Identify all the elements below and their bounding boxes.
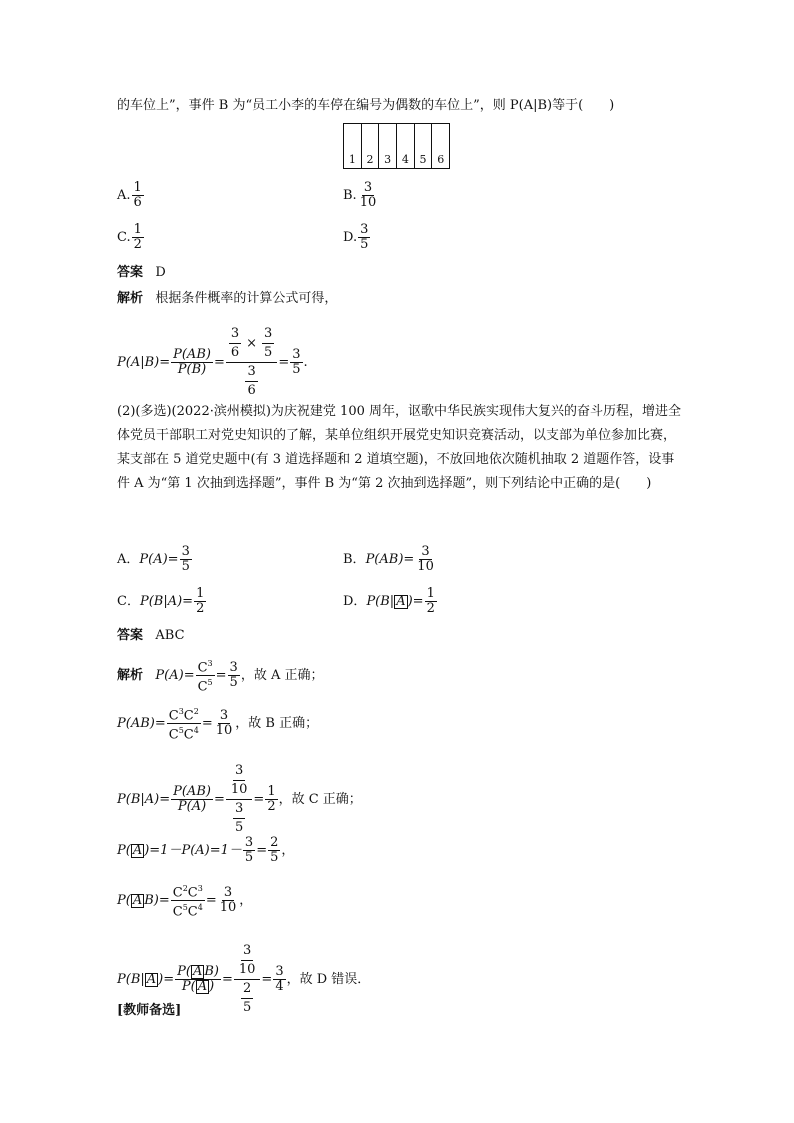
- q2-option-d: D．P(B| A )= $\frac{1}{2}$: [343, 586, 435, 616]
- stall: 1: [348, 153, 356, 166]
- stall: 6: [431, 124, 449, 168]
- teacher-note-heading: [教师备选]: [117, 1003, 182, 1018]
- q1-option-c: C. $\frac{1}{2}$: [117, 222, 142, 252]
- q1-option-a: A. $\frac{1}{6}$: [117, 180, 142, 210]
- q1-formula: P(A|B)= $\frac{P(AB)}{P(B)}$ = $\frac{3}{6}$ × $\frac{3}{5}$ $\frac{3}{6}$ = $\frac{3}{5}$ .: [117, 326, 308, 398]
- q2-option-c: C．P(B|A)= $\frac{1}{2}$: [117, 586, 205, 616]
- q1-analysis: 解析 根据条件概率的计算公式可得，: [117, 291, 338, 306]
- q2-analysis-line-1: 解析 P(A)= $\frac{C^3}{C^5}$ = $\frac{3}{5}$ ，故 A 正确；: [117, 659, 324, 695]
- q2-option-b: B．P(AB)= $\frac{3}{10}$: [343, 544, 434, 574]
- q2-option-a: A．P(A)= $\frac{3}{5}$: [117, 544, 190, 574]
- q2-analysis-line-2: P(AB)= $\frac{C^3C^2}{C^5C^4}$ = $\frac{3}{10}$ ，故 B 正确；: [117, 707, 319, 743]
- q2-question-text: (2)(多选)(2022·滨州模拟)为庆祝建党 100 周年，讴歌中华民族实现伟大复兴的奋斗历程，增进全体党员干部职工对党史知识的了解，某单位组织开展党史知识竞赛活动，以支部为单位参加比赛，某支部在 5 道党史题中(有 3 道选择题和 2 道填空题)，不放回地依次随机抽取 2 道题作答，设事件 A 为“第 1 次抽到选择题”，事件 B 为“第 2 次抽到选择题”，则下列结论中正确的是( ): [117, 404, 681, 491]
- q2-analysis-line-6: P(B| A )= $\frac{\text{P( A B)}}{P( A )}$ = $\frac{\frac{3}{10}}{\frac{2}{5}}$ = $\frac{3}{4}$ ，故 D 错误．: [117, 943, 371, 1015]
- stall: 4: [396, 124, 414, 168]
- stall: 3: [378, 124, 396, 168]
- q1-answer: 答案 D: [117, 265, 166, 280]
- q2-analysis-line-5: P( A B)= $\frac{C^2C^3}{C^5C^4}$ = $\frac{3}{10}$ ，: [117, 884, 253, 920]
- q2-analysis-line-3: P(B|A)= $\frac{P(AB)}{P(A)}$ = $\frac{\frac{3}{10}}{\frac{3}{5}}$ = $\frac{1}{2}$ ，故 C 正确；: [117, 763, 362, 835]
- q2-answer: 答案 ABC: [117, 628, 185, 643]
- q1-option-b: B. $\frac{3}{10}$: [343, 180, 377, 210]
- q2-analysis-line-4: P( A )=1－P(A)=1－ $\frac{3}{5}$ = $\frac{2}{5}$ ，: [117, 835, 295, 865]
- stall: 2: [361, 124, 379, 168]
- q1-option-d: D. $\frac{3}{5}$: [343, 222, 369, 252]
- stall: 5: [414, 124, 432, 168]
- parking-stalls-diagram: [343, 123, 450, 169]
- question-intro-line: 的车位上”，事件 B 为“员工小李的车停在编号为偶数的车位上”，则 P(A|B)等于( ): [117, 98, 615, 113]
